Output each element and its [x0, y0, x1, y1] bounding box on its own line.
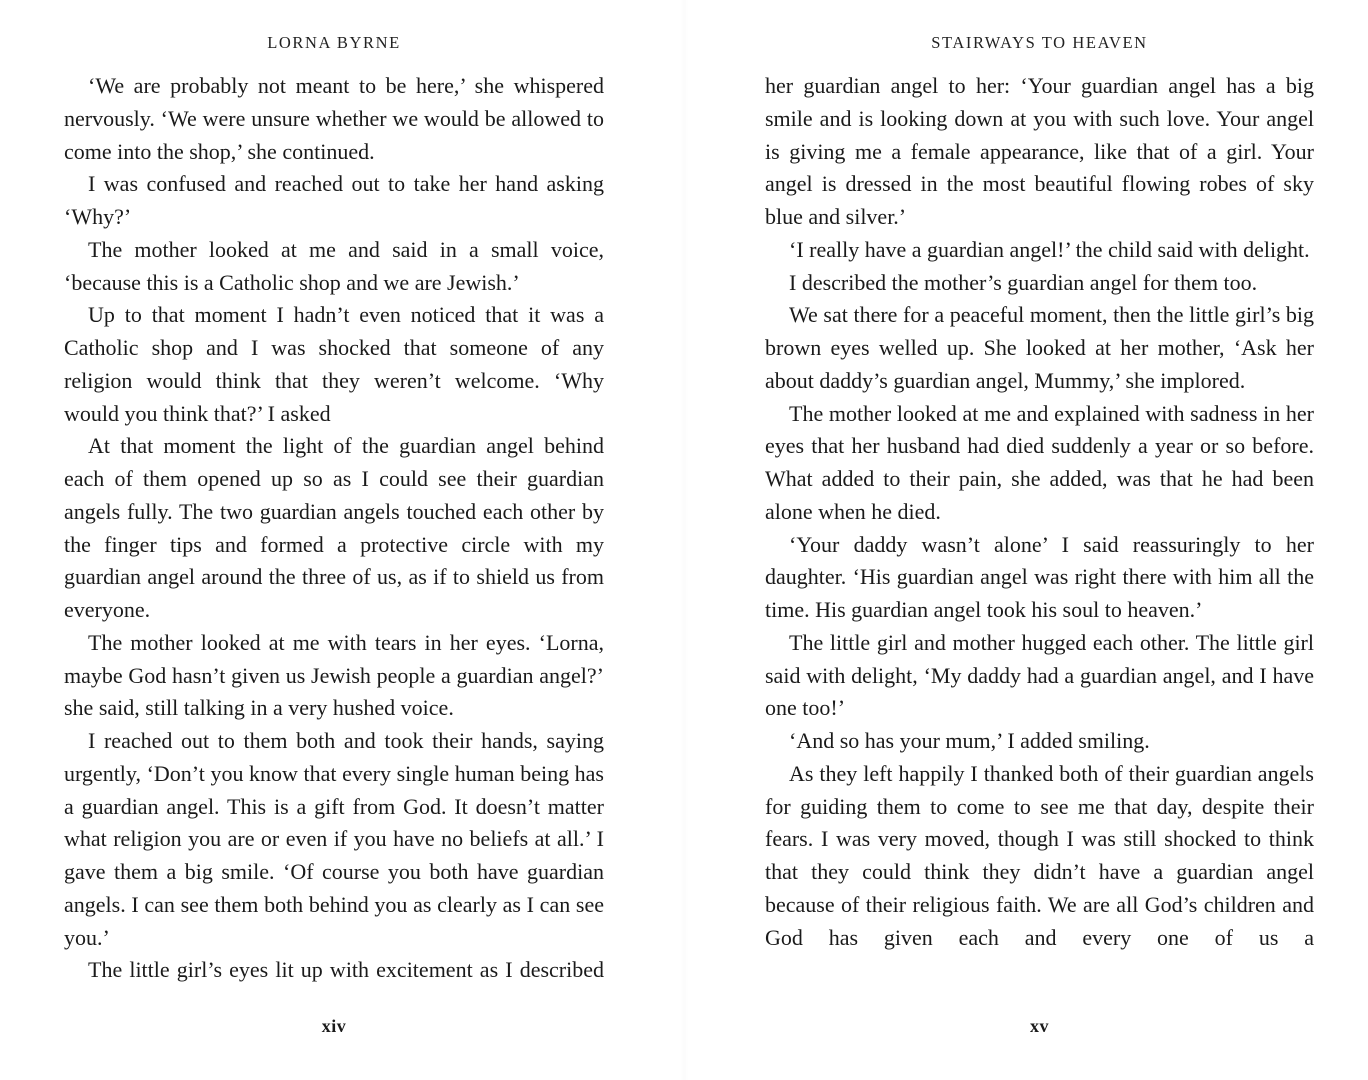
paragraph-continuation: her guardian angel to her: ‘Your guardian angel has a big smile and is looking down at you with such love. Your angel is giving me a female appearance, like that of a girl. Your angel is dressed in the most beautiful flowing robes of sky blue and silver.’ [765, 73, 1314, 229]
paragraph: ‘And so has your mum,’ I added smiling. [789, 728, 1150, 753]
paragraph: ‘I really have a guardian angel!’ the child said with delight. [789, 236, 1310, 262]
right-page [765, 0, 1314, 1080]
paragraph: The mother looked at me and explained with sadness in her eyes that her husband had died suddenly a year or so before. What added to their pain, she added, was that he had been alone when he died. [765, 400, 1314, 524]
running-head-title: STAIRWAYS TO HEAVEN [931, 33, 1148, 52]
paragraph: At that moment the light of the guardian angel behind each of them opened up so as I could see their guardian angels fully. The two guardian angels touched each other by the finger tips and formed a protective circle with my guardian angel around the three of us, as if to shield us from everyone. [64, 433, 604, 622]
left-page [64, 0, 604, 1080]
left-page-body [64, 70, 604, 987]
paragraph-continued-overleaf: As they left happily I thanked both of their guardian angels for guiding them to come to see me that day, despite their fears. I was very moved, though I was still shocked to think that they could think they didn’t have a guardian angel because of their religious faith. We are all God’s children and God has given each and every one of us a [765, 760, 1314, 950]
page-number: xv [1030, 1016, 1049, 1036]
paragraph: We sat there for a peaceful moment, then the little girl’s big brown eyes welled up. She looked at her mother, ‘Ask her about daddy’s guardian angel, Mummy,’ she implored. [765, 302, 1314, 393]
paragraph: The mother looked at me with tears in her eyes. ‘Lorna, maybe God hasn’t given us Jewish people a guardian angel?’ she said, still talking in a very hushed voice. [64, 629, 604, 721]
paragraph: I was confused and reached out to take her hand asking ‘Why?’ [64, 171, 604, 229]
page-number: xiv [321, 1016, 347, 1036]
paragraph: I reached out to them both and took their hands, saying urgently, ‘Don’t you know that every single human being has a guardian angel. This is a gift from God. It doesn’t matter what religion you are or even if you have no beliefs at all.’ I gave them a big smile. ‘Of course you both have guardian angels. I can see them both behind you as clearly as I can see you.’ [64, 728, 604, 950]
paragraph: The little girl and mother hugged each other. The little girl said with delight, ‘My daddy had a guardian angel, and I have one too!’ [765, 629, 1314, 721]
paragraph: ‘Your daddy wasn’t alone’ I said reassuringly to her daughter. ‘His guardian angel was right there with him all the time. His guardian angel took his soul to heaven.’ [765, 531, 1314, 622]
paragraph-continued-overleaf: The little girl’s eyes lit up with excitement as I described [88, 957, 604, 983]
paragraph: Up to that moment I hadn’t even noticed that it was a Catholic shop and I was shocked that someone of any religion would think that they weren’t welcome. ‘Why would you think that?’ I asked [64, 302, 604, 426]
right-page-body [765, 70, 1314, 954]
paragraph: ‘We are probably not meant to be here,’ she whispered nervously. ‘We were unsure whether we would be allowed to come into the shop,’ she continued. [64, 73, 604, 164]
book-gutter [680, 0, 688, 1080]
paragraph: The mother looked at me and said in a small voice, ‘because this is a Catholic shop and we are Jewish.’ [64, 236, 604, 295]
paragraph: I described the mother’s guardian angel for them too. [789, 269, 1258, 295]
running-head-author: LORNA BYRNE [267, 33, 401, 52]
